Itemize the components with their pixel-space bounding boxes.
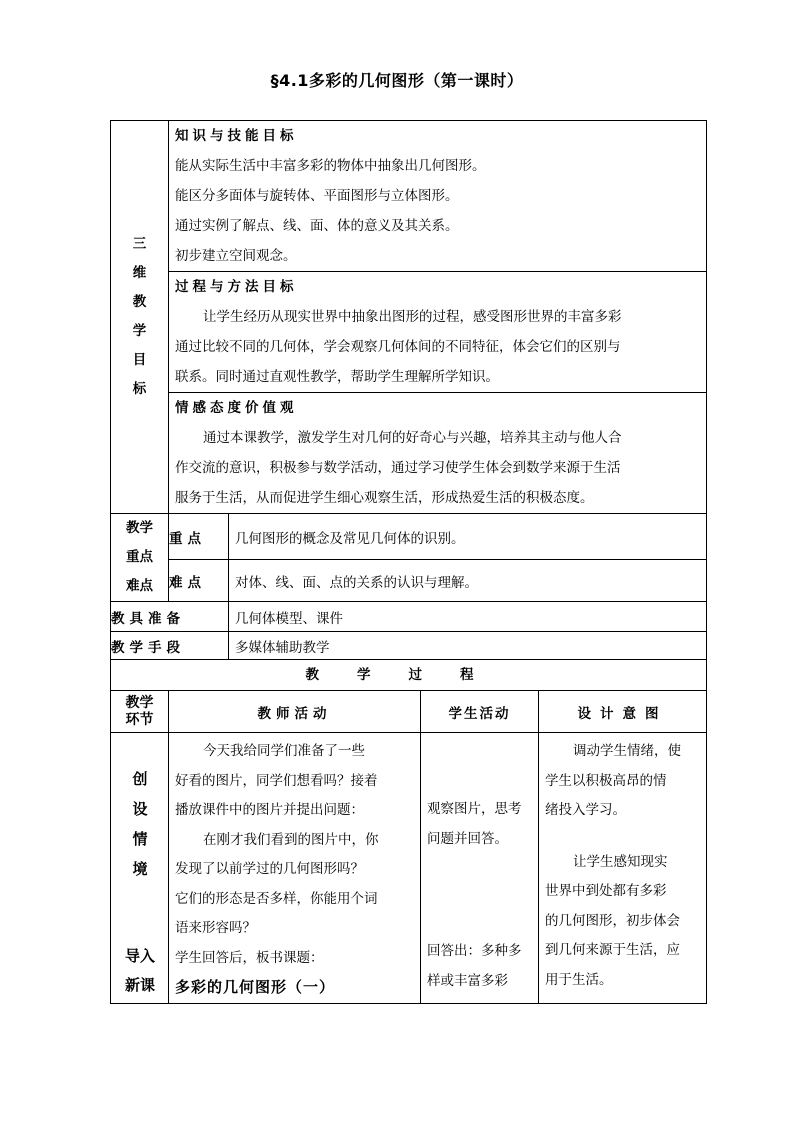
emotion-line: 服务于生活，从而促进学生细心观察生活，形成热爱生活的积极态度。 (175, 490, 594, 506)
design-intent-cell (539, 733, 707, 1004)
method-label: 教学手段 (111, 632, 229, 660)
knowledge-item: 初步建立空间观念。 (175, 248, 297, 264)
difficult-point-label: 难点 (169, 560, 229, 602)
student-line: 样或丰富多彩 (427, 972, 508, 989)
step-char: 新课 (124, 976, 155, 994)
design-line: 让学生感知现实 (573, 853, 668, 870)
step-char: 境 (132, 860, 148, 878)
lesson-topic: 多彩的几何图形（一） (175, 978, 336, 996)
design-line: 调动学生情绪，使 (573, 743, 681, 759)
process-line: 让学生经历从现实世界中抽象出图形的过程，感受图形世界的丰富多彩 (203, 309, 622, 325)
design-line: 用于生活。 (545, 971, 613, 988)
emotion-objectives (169, 393, 707, 514)
step-char: 导入 (124, 947, 155, 965)
emotion-line: 通过本课教学，激发学生对几何的好奇心与兴趣，培养其主动与他人合 (203, 430, 622, 446)
design-line: 的几何图形，初步体会 (545, 912, 680, 929)
step-char: 创 (132, 770, 148, 788)
student-line: 问题并回答。 (427, 830, 508, 847)
knowledge-heading: 知识与技能目标 (175, 128, 298, 144)
method-text: 多媒体辅助教学 (229, 632, 707, 660)
teacher-line: 语来形容吗？ (175, 920, 256, 936)
key-point-text: 几何图形的概念及常见几何体的识别。 (229, 514, 707, 560)
difficult-point-text: 对体、线、面、点的关系的认识与理解。 (229, 560, 707, 602)
knowledge-objectives (169, 121, 707, 272)
step-char: 设 (132, 800, 148, 818)
key-point-label: 重点 (169, 514, 229, 560)
step-char: 情 (132, 830, 148, 848)
process-objectives (169, 272, 707, 393)
design-column-header: 设计意图 (539, 691, 707, 733)
tools-text: 几何体模型、课件 (229, 602, 707, 632)
student-line: 观察图片，思考 (427, 801, 522, 817)
lesson-plan-table (110, 120, 707, 1004)
process-line: 联系。同时通过直观性教学，帮助学生理解所学知识。 (175, 369, 499, 385)
process-heading: 过程与方法目标 (175, 279, 298, 295)
design-line: 绪投入学习。 (545, 802, 626, 818)
teacher-column-header: 教师活动 (169, 691, 421, 733)
student-line: 回答出：多种多 (427, 943, 522, 959)
teacher-line: 好看的图片，同学们想看吗？接着 (175, 772, 378, 789)
page-title: §4.1多彩的几何图形（第一课时） (270, 71, 524, 90)
process-line: 通过比较不同的几何体，学会观察几何体间的不同特征，体会它们的区别与 (175, 339, 621, 355)
teacher-activity-cell (169, 733, 421, 1004)
design-line: 到几何来源于生活，应 (545, 942, 680, 958)
knowledge-item: 通过实例了解点、线、面、体的意义及其关系。 (175, 218, 459, 234)
teacher-line: 发现了以前学过的几何图形吗？ (175, 861, 364, 877)
tools-label: 教具准备 (111, 602, 229, 632)
design-line: 学生以积极高昂的情 (545, 772, 667, 789)
teacher-line: 学生回答后，板书课题： (175, 949, 324, 966)
design-line: 世界中到处都有多彩 (545, 883, 667, 899)
teacher-line: 今天我给同学们准备了一些 (203, 743, 365, 759)
knowledge-item: 能区分多面体与旋转体、平面图形与立体图形。 (175, 188, 459, 204)
student-activity-cell (421, 733, 539, 1004)
knowledge-item: 能从实际生活中丰富多彩的物体中抽象出几何图形。 (175, 158, 486, 174)
student-column-header: 学生活动 (421, 691, 539, 733)
process-title: 教学过程 (111, 660, 707, 691)
keypoints-side-label: 教学 重点 难点 (111, 514, 169, 602)
objectives-side-label: 三 维 教 学 目 标 (111, 121, 169, 514)
emotion-line: 作交流的意识，积极参与数学活动，通过学习使学生体会到数学来源于生活 (175, 460, 621, 476)
teacher-line: 它们的形态是否多样，你能用个词 (175, 890, 378, 907)
step-column-header: 教学 环节 (111, 691, 169, 733)
step-cell (111, 733, 169, 1004)
teacher-line: 播放课件中的图片并提出问题： (175, 802, 364, 818)
emotion-heading: 情感态度价值观 (175, 400, 298, 416)
teacher-line: 在刚才我们看到的图片中，你 (203, 831, 379, 848)
